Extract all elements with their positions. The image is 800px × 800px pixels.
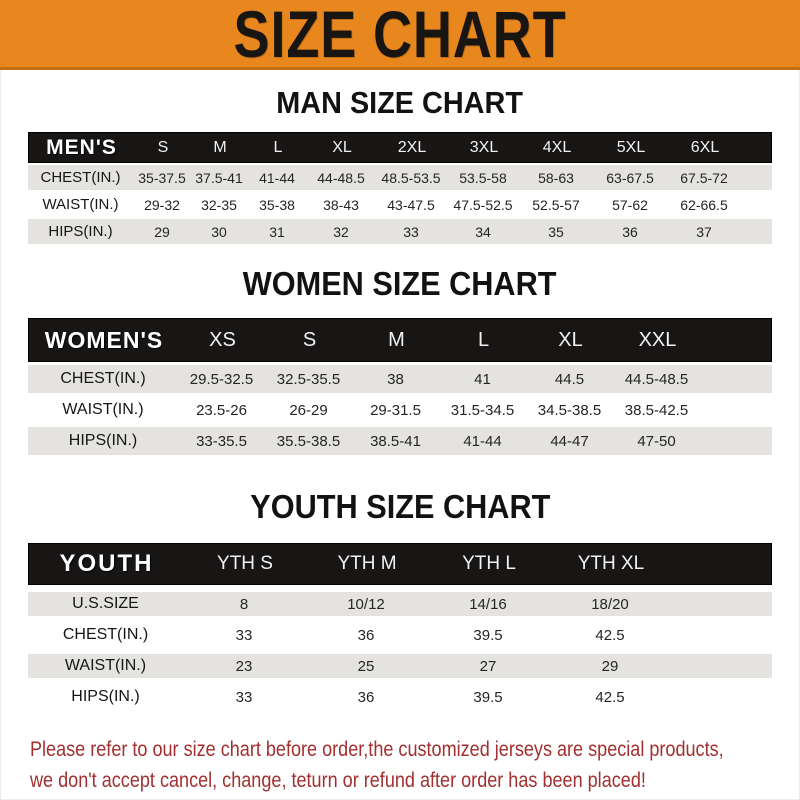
size-cell: 18/20 xyxy=(591,595,629,613)
size-cell: 44.5 xyxy=(554,370,585,388)
column-header: XL xyxy=(558,328,583,351)
size-cell: 32 xyxy=(333,223,349,240)
table-corner-label: MEN'S xyxy=(46,135,117,159)
table-row xyxy=(28,192,772,217)
size-cell: 52.5-57 xyxy=(532,196,580,213)
size-cell: 44.5-48.5 xyxy=(624,370,689,388)
women-heading xyxy=(0,266,800,302)
youth-heading xyxy=(0,489,800,525)
size-cell: 35 xyxy=(548,223,564,240)
column-header: XL xyxy=(332,138,352,156)
size-cell: 23 xyxy=(235,657,253,675)
size-cell: 62-66.5 xyxy=(680,196,728,213)
size-cell: 42.5 xyxy=(595,626,625,644)
row-label: U.S.SIZE xyxy=(72,595,139,612)
column-header: YTH S xyxy=(217,553,273,574)
column-header: 3XL xyxy=(469,138,499,156)
disclaimer-line-1 xyxy=(30,735,800,766)
table-row xyxy=(28,219,772,244)
table-corner-label: WOMEN'S xyxy=(44,326,164,353)
size-cell: 33 xyxy=(403,223,419,240)
size-cell: 14/16 xyxy=(469,595,507,613)
column-header: S xyxy=(157,138,169,156)
column-header: 2XL xyxy=(397,138,427,156)
women-heading-text: WOMEN SIZE CHART xyxy=(243,265,557,302)
section-women xyxy=(0,266,800,455)
size-cell: 41-44 xyxy=(463,432,502,450)
size-cell: 63-67.5 xyxy=(606,169,654,186)
table-row xyxy=(28,396,772,424)
size-cell: 32.5-35.5 xyxy=(276,370,341,388)
size-cell: 35.5-38.5 xyxy=(276,432,341,450)
table-row xyxy=(28,165,772,190)
size-cell: 41 xyxy=(474,370,491,388)
size-cell: 33 xyxy=(235,688,253,706)
column-header: M xyxy=(388,328,405,351)
table-header-row xyxy=(28,543,772,585)
row-label: CHEST(IN.) xyxy=(60,370,146,387)
row-label: CHEST(IN.) xyxy=(40,169,121,186)
size-cell: 67.5-72 xyxy=(680,169,728,186)
table-row xyxy=(28,365,772,393)
men-heading-text: MAN SIZE CHART xyxy=(276,85,524,120)
men-heading xyxy=(0,86,800,120)
column-header: S xyxy=(302,328,317,351)
table-header-row xyxy=(28,318,772,362)
size-cell: 35-37.5 xyxy=(138,169,186,186)
size-cell: 31 xyxy=(269,223,285,240)
row-label: HIPS(IN.) xyxy=(48,223,113,240)
row-label: CHEST(IN.) xyxy=(62,626,149,643)
size-cell: 37.5-41 xyxy=(195,169,243,186)
page-title: SIZE CHART xyxy=(233,0,567,71)
size-cell: 58-63 xyxy=(538,169,574,186)
row-label: WAIST(IN.) xyxy=(62,401,144,418)
column-header: L xyxy=(273,138,283,156)
size-cell: 33 xyxy=(235,626,253,644)
table-row xyxy=(28,592,772,616)
column-header: 4XL xyxy=(542,138,572,156)
table-row xyxy=(28,623,772,647)
size-cell: 39.5 xyxy=(473,688,503,706)
section-men xyxy=(0,86,800,244)
size-cell: 26-29 xyxy=(289,401,328,419)
size-cell: 23.5-26 xyxy=(196,401,247,419)
column-header: YTH M xyxy=(337,553,397,574)
size-cell: 29 xyxy=(601,657,619,675)
column-header: 5XL xyxy=(616,138,646,156)
youth-heading-text: YOUTH SIZE CHART xyxy=(249,488,551,525)
size-cell: 44-48.5 xyxy=(317,169,365,186)
size-cell: 32-35 xyxy=(201,196,237,213)
size-cell: 57-62 xyxy=(612,196,648,213)
size-cell: 36 xyxy=(622,223,638,240)
size-cell: 29-31.5 xyxy=(370,401,421,419)
column-header: L xyxy=(477,328,490,351)
size-cell: 27 xyxy=(479,657,497,675)
size-cell: 31.5-34.5 xyxy=(450,401,515,419)
row-label: WAIST(IN.) xyxy=(64,657,147,674)
size-cell: 29-32 xyxy=(144,196,180,213)
size-cell: 48.5-53.5 xyxy=(381,169,441,186)
disclaimer-text-2: we don't accept cancel, change, teturn or refund after order has been placed! xyxy=(30,769,646,792)
size-cell: 42.5 xyxy=(595,688,625,706)
table-corner-label: YOUTH xyxy=(59,550,154,577)
size-cell: 38.5-41 xyxy=(370,432,421,450)
size-cell: 30 xyxy=(211,223,227,240)
size-cell: 36 xyxy=(357,626,375,644)
size-cell: 39.5 xyxy=(473,626,503,644)
column-header: YTH L xyxy=(462,553,516,574)
column-header: YTH XL xyxy=(577,553,645,574)
table-row xyxy=(28,427,772,455)
women-size-table xyxy=(28,318,772,455)
youth-size-table xyxy=(28,543,772,709)
size-cell: 29.5-32.5 xyxy=(189,370,254,388)
table-row xyxy=(28,654,772,678)
size-cell: 38.5-42.5 xyxy=(624,401,689,419)
size-cell: 44-47 xyxy=(550,432,589,450)
size-cell: 53.5-58 xyxy=(459,169,507,186)
size-cell: 10/12 xyxy=(347,595,385,613)
size-cell: 47.5-52.5 xyxy=(453,196,513,213)
row-label: HIPS(IN.) xyxy=(71,688,140,705)
disclaimer-text-1: Please refer to our size chart before order,the customized jerseys are special products, xyxy=(30,738,724,761)
size-cell: 25 xyxy=(357,657,375,675)
size-cell: 37 xyxy=(696,223,712,240)
size-cell: 34 xyxy=(475,223,491,240)
size-cell: 29 xyxy=(154,223,170,240)
section-youth xyxy=(0,489,800,709)
table-row xyxy=(28,685,772,709)
banner xyxy=(0,0,800,70)
size-cell: 38 xyxy=(387,370,404,388)
disclaimer-line-2 xyxy=(30,766,800,797)
table-header-row xyxy=(28,132,772,163)
column-header: M xyxy=(213,138,227,156)
row-label: HIPS(IN.) xyxy=(68,432,138,449)
column-header: XXL xyxy=(638,328,677,351)
size-cell: 8 xyxy=(239,595,249,613)
disclaimer xyxy=(30,735,800,797)
size-cell: 33-35.5 xyxy=(196,432,247,450)
men-size-table xyxy=(28,132,772,244)
column-header: 6XL xyxy=(690,138,720,156)
size-cell: 36 xyxy=(357,688,375,706)
column-header: XS xyxy=(209,328,236,351)
size-cell: 38-43 xyxy=(323,196,359,213)
size-cell: 34.5-38.5 xyxy=(537,401,602,419)
size-cell: 47-50 xyxy=(637,432,676,450)
size-cell: 41-44 xyxy=(259,169,295,186)
size-cell: 35-38 xyxy=(259,196,295,213)
row-label: WAIST(IN.) xyxy=(42,196,119,213)
size-cell: 43-47.5 xyxy=(387,196,435,213)
